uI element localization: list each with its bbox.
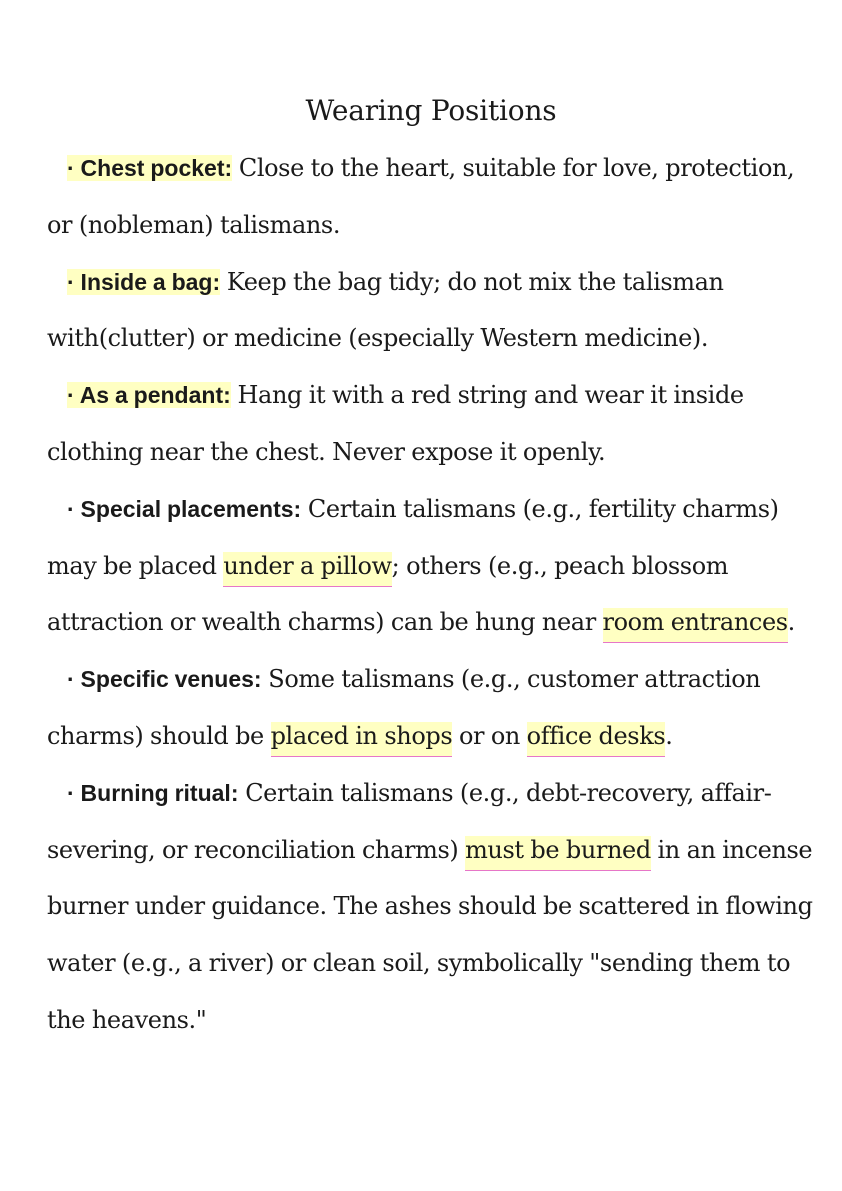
bullet-label-special-placements: · Special placements:	[67, 495, 302, 522]
paragraph-text: .	[787, 608, 795, 637]
paragraph-text: Certain talismans (e.g., fertility charms) may be placed	[47, 494, 779, 580]
document-body	[47, 140, 817, 1049]
paragraph-text: Keep the bag tidy; do not mix the talisman with(clutter) or medicine (especially Western medicine).	[47, 267, 724, 353]
bullet-label-chest-pocket: · Chest pocket:	[67, 155, 233, 181]
paragraph-text: in an incense burner under guidance. The ashes should be scattered in flowing water (e.g., a river) or clean soil, symbolically "sending them to the heavens."	[47, 835, 813, 1034]
paragraph-special-placements	[47, 481, 817, 651]
bullet-label-inside-bag: · Inside a bag:	[67, 268, 221, 295]
highlighted-phrase: office desks	[527, 722, 666, 757]
paragraph-text: Some talismans (e.g., customer attraction charms) should be	[47, 665, 761, 750]
paragraph-text: Hang it with a red string and wear it inside clothing near the chest. Never expose it openly.	[47, 381, 744, 466]
paragraph-pendant	[47, 367, 817, 481]
paragraph-text: Close to the heart, suitable for love, protection, or (nobleman) talismans.	[47, 154, 795, 239]
paragraph-text: or on	[452, 721, 527, 750]
paragraph-inside-bag	[47, 254, 817, 368]
bullet-label-specific-venues: · Specific venues:	[67, 666, 262, 693]
highlighted-phrase: must be burned	[465, 836, 651, 871]
paragraph-text: ; others (e.g., peach blossom attraction or wealth charms) can be hung near	[47, 551, 729, 637]
page-title: Wearing Positions	[305, 94, 557, 127]
paragraph-text: Certain talismans (e.g., debt-recovery, affair-severing, or reconciliation charms)	[47, 778, 772, 864]
paragraph-specific-venues	[47, 651, 817, 765]
bullet-label-pendant: · As a pendant:	[67, 382, 231, 409]
paragraph-text: .	[665, 721, 673, 750]
highlighted-phrase: placed in shops	[271, 722, 453, 757]
paragraph-burning-ritual	[47, 765, 817, 1049]
highlighted-phrase: under a pillow	[223, 552, 391, 587]
bullet-label-burning-ritual: · Burning ritual:	[67, 779, 239, 806]
highlighted-phrase: room entrances	[603, 608, 788, 643]
paragraph-chest-pocket	[47, 140, 817, 254]
